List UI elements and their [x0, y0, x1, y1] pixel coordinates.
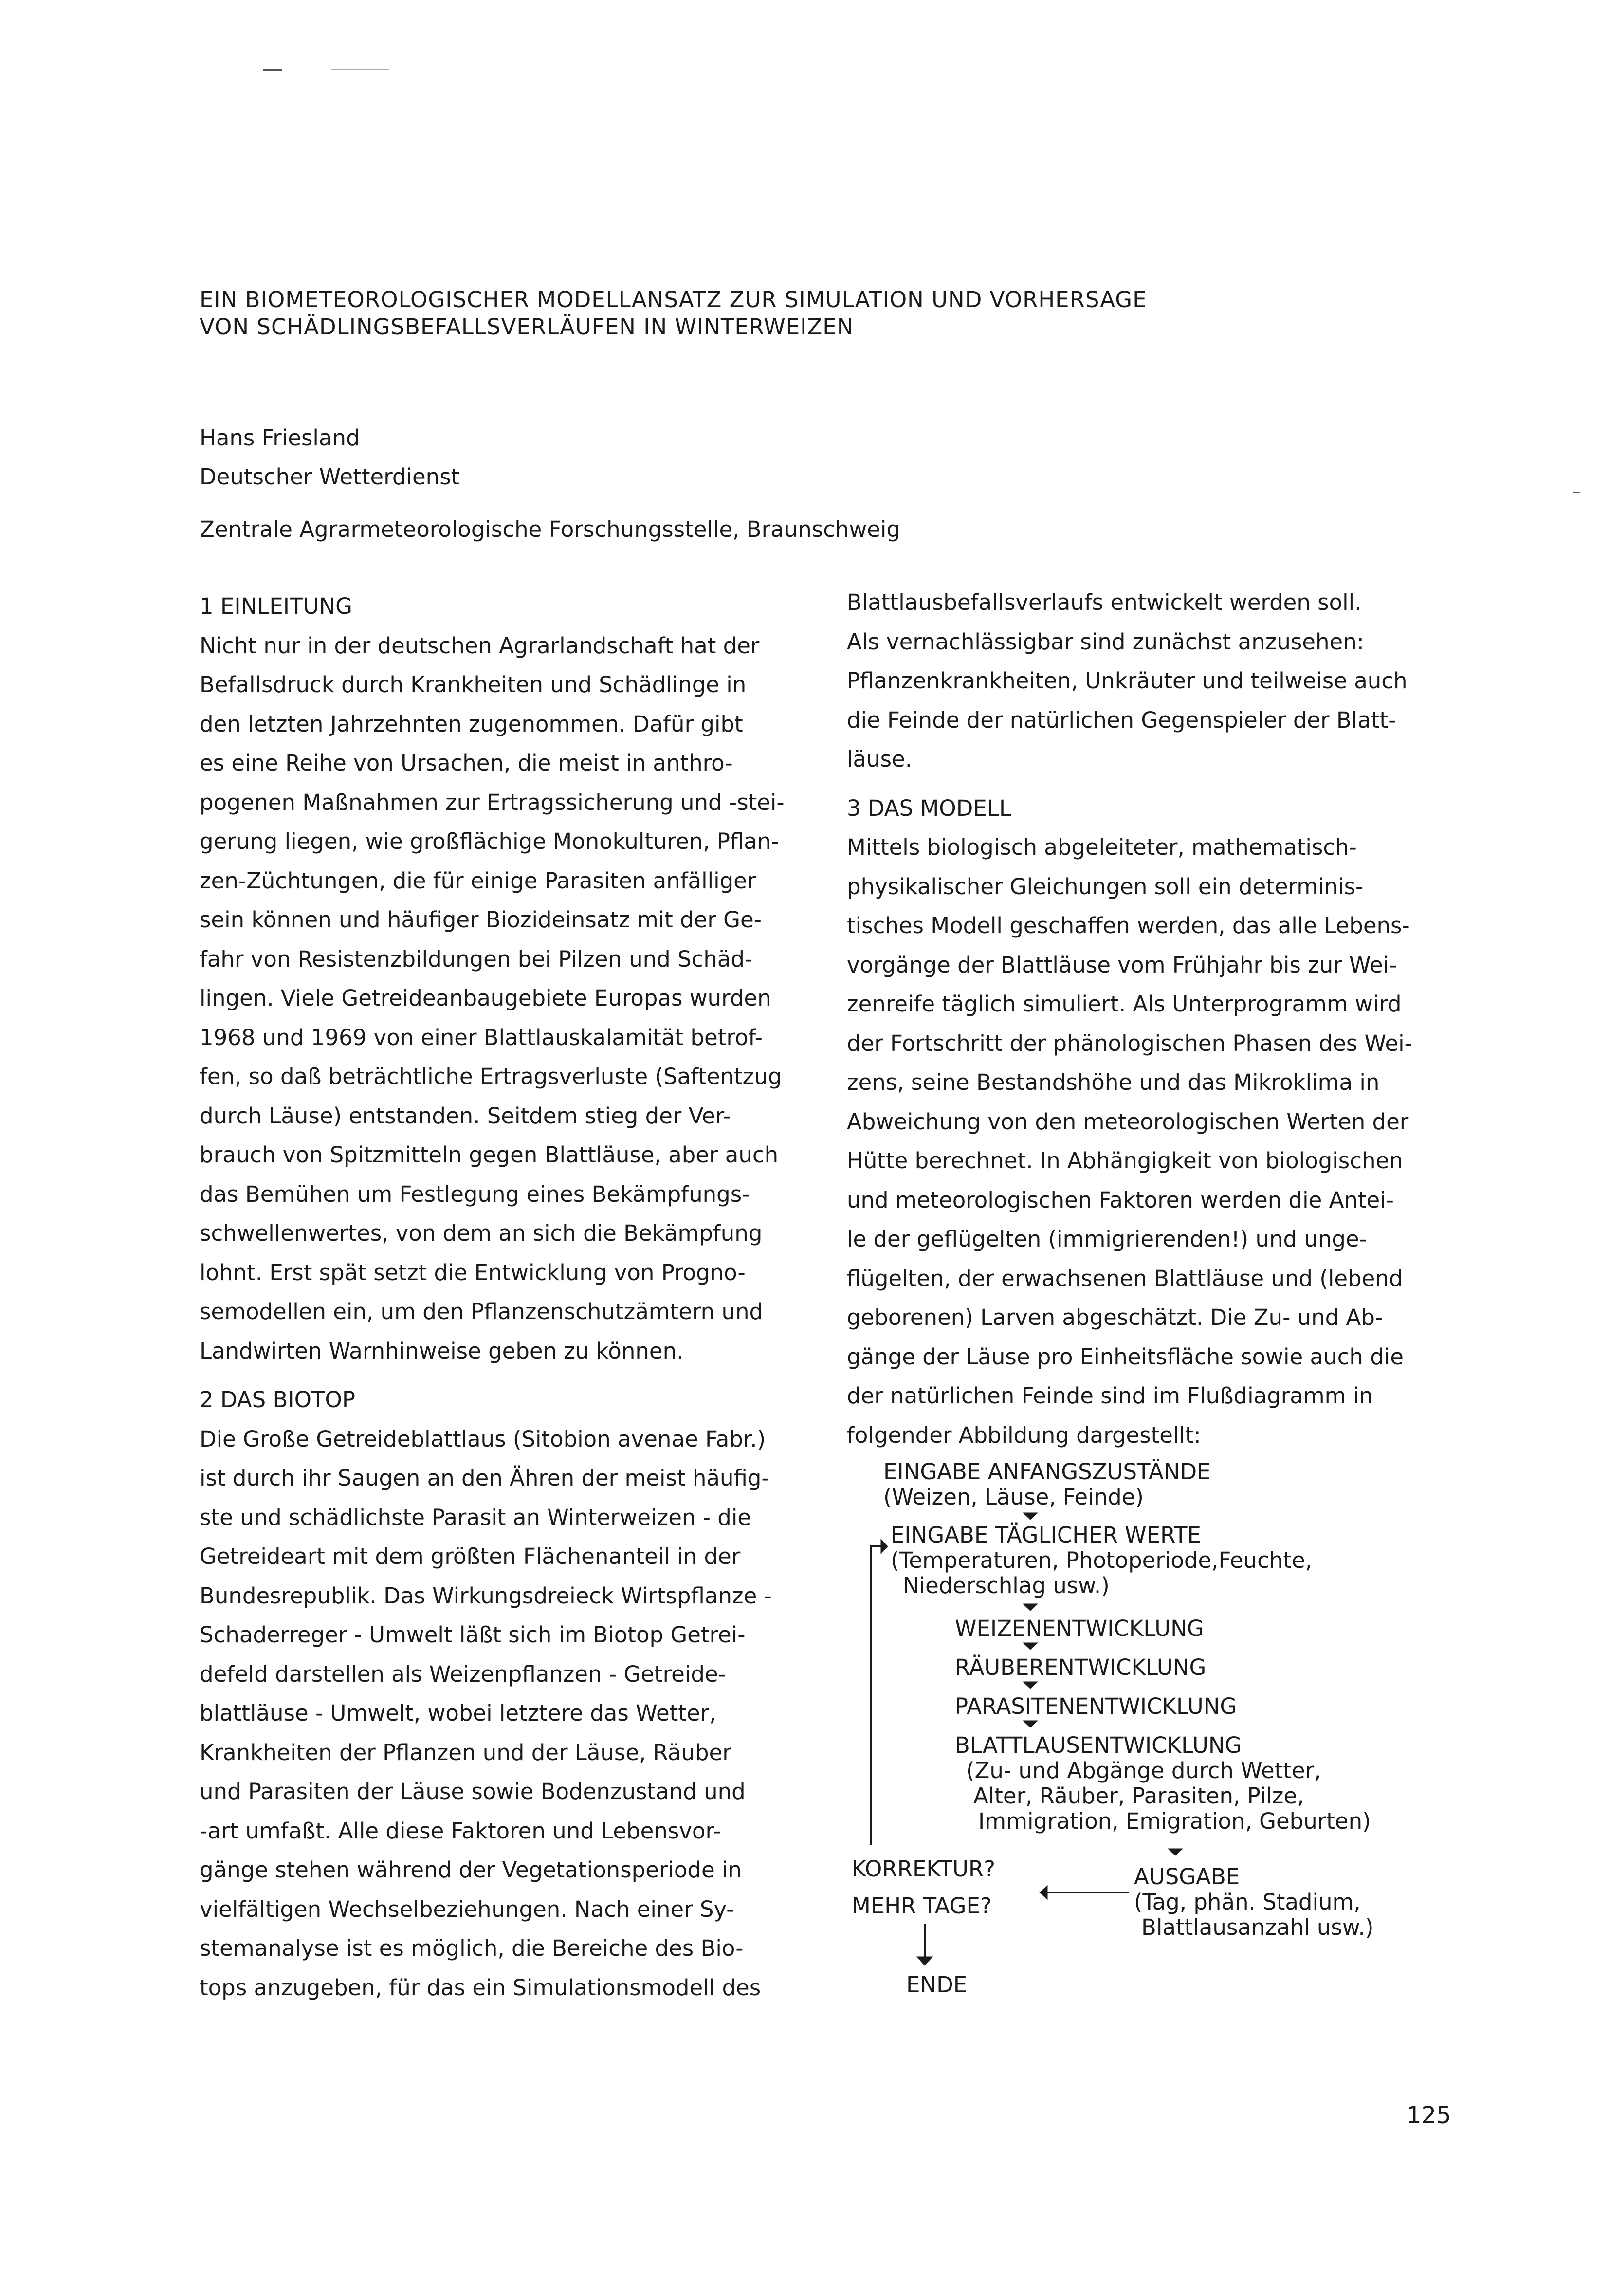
- section-heading: 1 EINLEITUNG: [200, 593, 353, 619]
- paper-title: [200, 286, 1319, 341]
- text-line: es eine Reihe von Ursachen, die meist in anthro-: [200, 750, 733, 776]
- text-line: lohnt. Erst spät setzt die Entwicklung von Progno-: [200, 1259, 746, 1286]
- text-line: defeld darstellen als Weizenpflanzen - Getreide-: [200, 1661, 726, 1687]
- page-number: 125: [1407, 2102, 1451, 2129]
- text-line: den letzten Jahrzehnten zugenommen. Dafür gibt: [200, 711, 743, 737]
- flow-step-blattlaus-detail: (Zu- und Abgänge durch Wetter,: [966, 1758, 1321, 1783]
- text-line: sein können und häufiger Biozideinsatz mit der Ge-: [200, 907, 762, 933]
- title-line-1: EIN BIOMETEOROLOGISCHER MODELLANSATZ ZUR SIMULATION UND VORHERSAGE: [200, 287, 1147, 312]
- flow-step-output-detail: Blattlausanzahl usw.): [1141, 1914, 1374, 1940]
- text-line: pogenen Maßnahmen zur Ertragssicherung und -stei-: [200, 789, 785, 815]
- flow-diagram: [847, 1455, 1480, 2010]
- text-line: durch Läuse) entstanden. Seitdem stieg der Ver-: [200, 1102, 731, 1129]
- text-line: Nicht nur in der deutschen Agrarlandschaft hat der: [200, 632, 760, 659]
- section-heading: 2 DAS BIOTOP: [200, 1387, 356, 1413]
- flow-step-parasiten: PARASITENENTWICKLUNG: [955, 1693, 1237, 1719]
- text-line: Pflanzenkrankheiten, Unkräuter und teilweise auch: [847, 668, 1408, 694]
- arrow-down-icon: [1023, 1513, 1038, 1520]
- text-line: Hütte berechnet. In Abhängigkeit von biologischen: [847, 1148, 1403, 1174]
- text-line: zenreife täglich simuliert. Als Unterprogramm wird: [847, 991, 1402, 1017]
- flow-step-daily-detail: (Temperaturen, Photoperiode,Feuchte,: [891, 1547, 1312, 1573]
- text-line: ste und schädlichste Parasit an Winterweizen - die: [200, 1504, 751, 1530]
- text-line: Krankheiten der Pflanzen und der Läuse, Räuber: [200, 1739, 731, 1765]
- left-column: [200, 583, 827, 2007]
- flow-step-daily-title: EINGABE TÄGLICHER WERTE: [891, 1522, 1201, 1548]
- text-line: Bundesrepublik. Das Wirkungsdreieck Wirtspflanze -: [200, 1582, 772, 1609]
- arrow-down-icon: [1023, 1604, 1038, 1611]
- arrow-down-icon: [1023, 1721, 1038, 1727]
- section-1-body: [200, 626, 827, 1371]
- text-line: Abweichung von den meteorologischen Werten der: [847, 1108, 1409, 1135]
- flow-step-blattlaus-detail: Immigration, Emigration, Geburten): [978, 1808, 1371, 1834]
- text-line: 1968 und 1969 von einer Blattlauskalamität betrof-: [200, 1024, 763, 1050]
- scan-artifact: [1573, 492, 1580, 493]
- text-line: Befallsdruck durch Krankheiten und Schädlinge in: [200, 672, 747, 698]
- text-line: -art umfaßt. Alle diese Faktoren und Lebensvor-: [200, 1818, 721, 1844]
- title-line-2: VON SCHÄDLINGSBEFALLSVERLÄUFEN IN WINTERWEIZEN: [200, 314, 854, 340]
- right-column: [847, 583, 1465, 1455]
- text-line: vorgänge der Blattläuse vom Frühjahr bis zur Wei-: [847, 952, 1397, 978]
- text-line: läuse.: [847, 746, 913, 772]
- text-line: physikalischer Gleichungen soll ein determinis-: [847, 873, 1364, 900]
- author-block: [200, 419, 900, 549]
- section-3-body: [847, 828, 1465, 1455]
- text-line: Getreideart mit dem größten Flächenanteil in der: [200, 1543, 741, 1569]
- text-line: blattläuse - Umwelt, wobei letztere das Wetter,: [200, 1700, 716, 1726]
- scan-artifact: [331, 69, 389, 70]
- scan-artifact: [263, 69, 282, 71]
- text-line: geborenen) Larven abgeschätzt. Die Zu- und Ab-: [847, 1304, 1383, 1330]
- text-line: gänge der Läuse pro Einheitsfläche sowie auch die: [847, 1343, 1404, 1370]
- text-line: gänge stehen während der Vegetationsperiode in: [200, 1857, 742, 1883]
- section-2-body: [200, 1420, 827, 2008]
- text-line: die Feinde der natürlichen Gegenspieler der Blatt-: [847, 707, 1396, 733]
- text-line: Blattlausbefallsverlaufs entwickelt werden soll.: [847, 589, 1362, 615]
- text-line: lingen. Viele Getreideanbaugebiete Europas wurden: [200, 985, 771, 1011]
- flow-step-output-detail: (Tag, phän. Stadium,: [1134, 1889, 1361, 1915]
- text-line: zens, seine Bestandshöhe und das Mikroklima in: [847, 1069, 1380, 1095]
- flow-decision-correction: KORREKTUR?: [852, 1856, 996, 1882]
- flow-decision-more-days: MEHR TAGE?: [852, 1893, 992, 1919]
- flow-step-daily-detail: Niederschlag usw.): [903, 1573, 1110, 1598]
- text-line: schwellenwertes, von dem an sich die Bekämpfung: [200, 1220, 763, 1246]
- text-line: Die Große Getreideblattlaus (Sitobion avenae Fabr.): [200, 1426, 766, 1452]
- flow-step-raeuber: RÄUBERENTWICKLUNG: [955, 1654, 1207, 1680]
- text-line: Landwirten Warnhinweise geben zu können.: [200, 1338, 684, 1364]
- author-organization: Deutscher Wetterdienst: [200, 464, 460, 490]
- text-line: fahr von Resistenzbildungen bei Pilzen und Schäd-: [200, 946, 753, 972]
- text-line: der Fortschritt der phänologischen Phasen des Wei-: [847, 1030, 1412, 1056]
- text-line: vielfältigen Wechselbeziehungen. Nach einer Sy-: [200, 1896, 734, 1922]
- section-heading: 3 DAS MODELL: [847, 795, 1011, 821]
- author-institute: Zentrale Agrarmeteorologische Forschungsstelle, Braunschweig: [200, 516, 900, 542]
- text-line: le der geflügelten (immigrierenden!) und unge-: [847, 1226, 1367, 1252]
- flow-end: ENDE: [906, 1972, 968, 1998]
- text-line: tisches Modell geschaffen werden, das alle Lebens-: [847, 913, 1410, 938]
- arrow-left-icon: [1040, 1886, 1047, 1899]
- text-line: Mittels biologisch abgeleiteter, mathematisch-: [847, 834, 1357, 860]
- flow-step-output-title: AUSGABE: [1134, 1864, 1240, 1890]
- text-line: ist durch ihr Saugen an den Ähren der meist häufig-: [200, 1465, 769, 1491]
- text-line: Als vernachlässigbar sind zunächst anzusehen:: [847, 628, 1364, 655]
- text-line: der natürlichen Feinde sind im Flußdiagramm in: [847, 1383, 1373, 1409]
- flow-step-weizen: WEIZENENTWICKLUNG: [955, 1616, 1204, 1641]
- flow-step-blattlaus-title: BLATTLAUSENTWICKLUNG: [955, 1732, 1242, 1758]
- arrow-right-icon: [881, 1539, 888, 1554]
- flow-step-blattlaus-detail: Alter, Räuber, Parasiten, Pilze,: [973, 1783, 1304, 1809]
- text-line: und meteorologischen Faktoren werden die Antei-: [847, 1187, 1394, 1213]
- text-line: flügelten, der erwachsenen Blattläuse und (lebend: [847, 1265, 1403, 1291]
- flow-step-input-detail: (Weizen, Läuse, Feinde): [883, 1484, 1144, 1510]
- text-line: gerung liegen, wie großflächige Monokulturen, Pflan-: [200, 828, 779, 854]
- arrow-down-icon: [1023, 1682, 1038, 1689]
- text-line: Schaderreger - Umwelt läßt sich im Biotop Getrei-: [200, 1622, 746, 1648]
- arrow-down-icon: [1168, 1849, 1183, 1855]
- text-line: folgender Abbildung dargestellt:: [847, 1422, 1201, 1448]
- text-line: brauch von Spitzmitteln gegen Blattläuse, aber auch: [200, 1142, 779, 1168]
- text-line: zen-Züchtungen, die für einige Parasiten anfälliger: [200, 867, 756, 894]
- text-line: das Bemühen um Festlegung eines Bekämpfungs-: [200, 1181, 750, 1207]
- section-2-continued: [847, 583, 1465, 779]
- text-line: stemanalyse ist es möglich, die Bereiche des Bio-: [200, 1935, 744, 1961]
- text-line: tops anzugeben, für das ein Simulationsmodell des: [200, 1974, 761, 2001]
- text-line: semodellen ein, um den Pflanzenschutzämtern und: [200, 1299, 764, 1324]
- arrow-down-icon: [917, 1957, 932, 1965]
- arrow-down-icon: [1023, 1643, 1038, 1650]
- flow-step-input-title: EINGABE ANFANGSZUSTÄNDE: [883, 1459, 1211, 1485]
- text-line: und Parasiten der Läuse sowie Bodenzustand und: [200, 1779, 746, 1804]
- text-line: fen, so daß beträchtliche Ertragsverluste (Saftentzug: [200, 1064, 782, 1089]
- author-name: Hans Friesland: [200, 425, 360, 451]
